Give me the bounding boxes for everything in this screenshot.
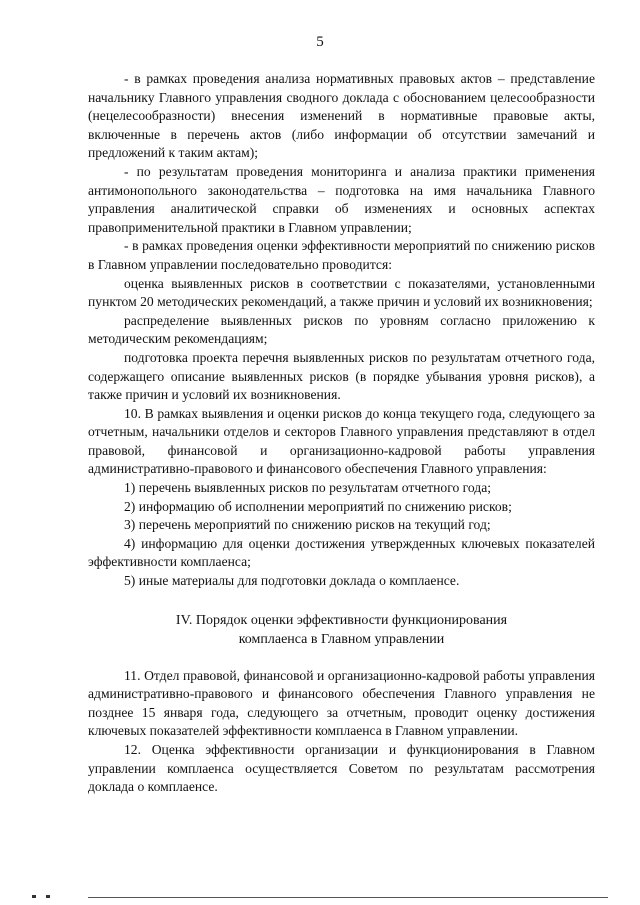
list-item: 3) перечень мероприятий по снижению рисков на текущий год; (124, 517, 491, 533)
document-body (88, 70, 595, 797)
paragraph: 10. В рамках выявления и оценки рисков до конца текущего года, следующего за отчетным, начальники отделов и секторов Главного управления представляют в отдел правовой, финансовой и организационно-кадровой работы управления административно-правового и финансового обеспечения Главного управления: (88, 405, 595, 477)
paragraph: - в рамках проведения анализа нормативных правовых актов – представление начальнику Главного управления сводного доклада с обоснованием целесообразности (нецелесообразности) внесения изменений в нормативные правовые акты, включенные в перечень актов (либо информации об отсутствии замечаний и предложений к таким актам); (88, 71, 595, 161)
paragraph: - по результатам проведения мониторинга и анализа практики применения антимонопольного законодательства – подготовка на имя начальника Главного управления аналитической справки об изменениях и основных аспектах правоприменительной практики в Главном управлении; (88, 163, 595, 235)
paragraph: 11. Отдел правовой, финансовой и организационно-кадровой работы управления административно-правового и финансового обеспечения Главного управления не позднее 15 января года, следующего за отчетным, проводит оценку достижения ключевых показателей эффективности комплаенса в Главном управлении. (88, 667, 595, 739)
paragraph: оценка выявленных рисков в соответствии с показателями, установленными пунктом 20 методических рекомендаций, а также причин и условий их возникновения; (88, 275, 595, 310)
scan-mark (32, 895, 36, 898)
page-number: 5 (316, 34, 324, 50)
paragraph: 12. Оценка эффективности организации и функционирования в Главном управлении комплаенса осуществляется Советом по результатам рассмотрения доклада о комплаенсе. (88, 742, 595, 795)
paragraph: подготовка проекта перечня выявленных рисков по результатам отчетного года, содержащего описание выявленных рисков (в порядке убывания уровня рисков), а также причин и условий их возникновения. (88, 349, 595, 403)
paragraph: - в рамках проведения оценки эффективности мероприятий по снижению рисков в Главном управлении последовательно проводится: (88, 238, 595, 272)
section-heading-line: комплаенса в Главном управлении (238, 631, 445, 647)
list-item: 4) информацию для оценки достижения утвержденных ключевых показателей эффективности комплаенса; (88, 535, 595, 570)
list-item: 1) перечень выявленных рисков по результатам отчетного года; (124, 480, 492, 496)
scan-mark (46, 895, 50, 898)
section-heading (88, 611, 595, 649)
list-item: 5) иные материалы для подготовки доклада о комплаенсе. (124, 573, 460, 589)
section-heading-line: IV. Порядок оценки эффективности функционирования (175, 612, 508, 628)
list-item: 2) информацию об исполнении мероприятий по снижению рисков; (124, 498, 512, 514)
bottom-rule (88, 897, 608, 898)
paragraph: распределение выявленных рисков по уровням согласно приложению к методическим рекомендациям; (88, 312, 595, 347)
